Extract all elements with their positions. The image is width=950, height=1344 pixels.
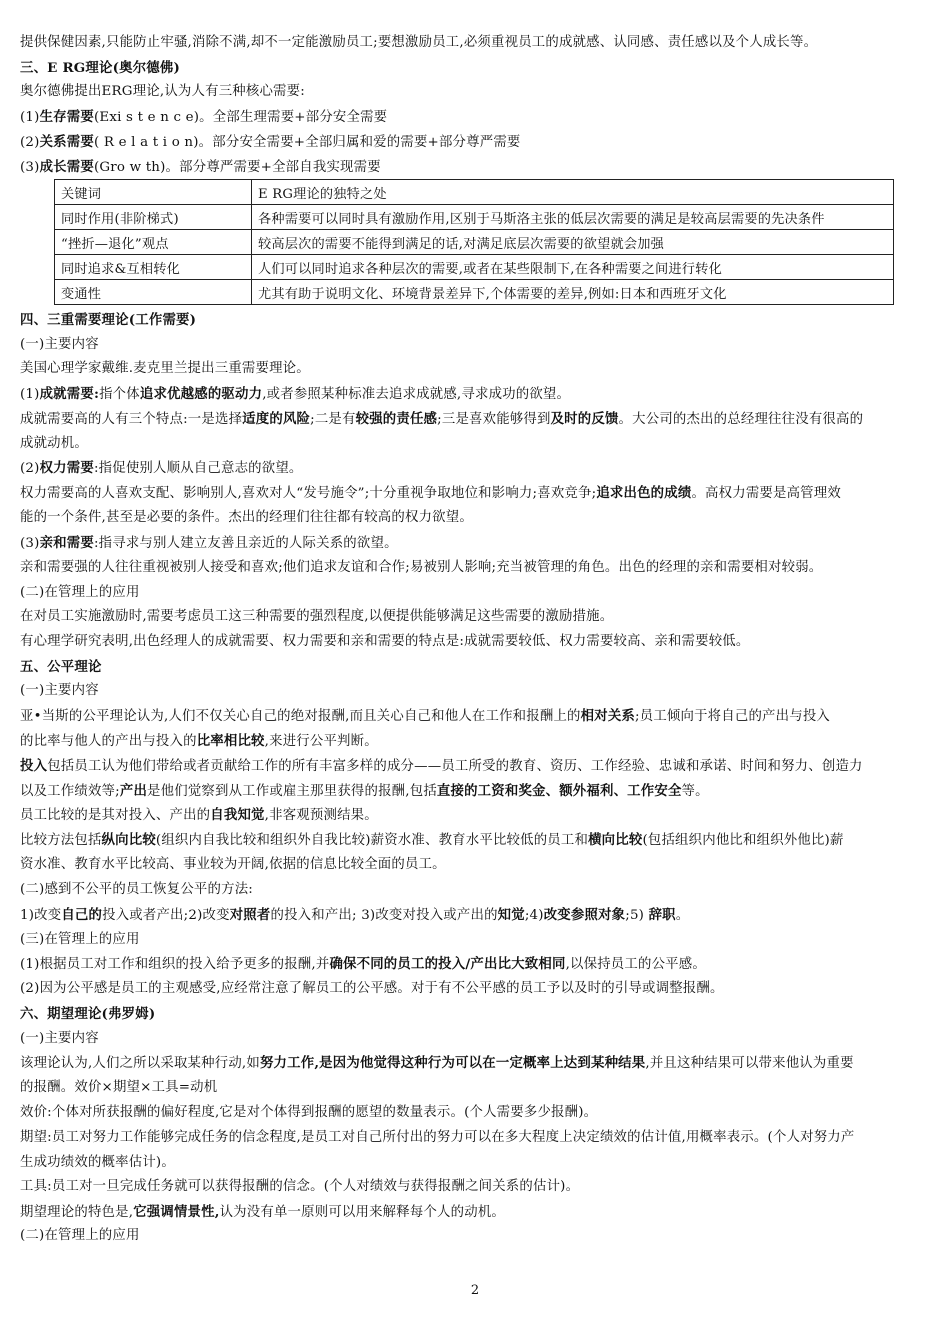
line-text: 期望理论的特色是, (20, 1205, 134, 1220)
text-line (20, 880, 932, 900)
emphasis-text: 关系需要 (39, 134, 94, 150)
line-text: :指寻求与别人建立友善且亲近的人际关系的欲望。 (93, 536, 398, 551)
text-line (20, 1226, 932, 1246)
line-text: 包括员工认为他们带给或者贡献给工作的所有丰富多样的成分——员工所受的教育、资历、工作经验、忠诚和承诺、时间和努力、创造力 (47, 759, 863, 774)
line-text: :指促使别人顺从自己意志的欲望。 (93, 461, 303, 476)
line-text: ( R e l a t i o n)。部分安全需要+全部归属和爱的需要+部分尊严需要 (93, 135, 521, 150)
line-text: 亲和需要强的人往往重视被别人接受和喜欢;他们追求友谊和合作;易被别人影响;充当被管理的角色。出色的经理的亲和需要相对较弱。 (20, 560, 823, 575)
line-text: 以及工作绩效等; (20, 784, 120, 799)
line-text: (2) (20, 135, 40, 150)
line-text: 权力需要高的人喜欢支配、影响别人,喜欢对人“发号施令”;十分重视争取地位和影响力;喜欢竞争; (20, 486, 597, 501)
description-cell (252, 255, 894, 280)
cell-text: 同时作用(非阶梯式) (61, 211, 179, 227)
line-text: (二)感到不公平的员工恢复公平的方法: (20, 882, 254, 897)
text-line (20, 508, 932, 528)
line-text: ,以保持员工的公平感。 (565, 957, 706, 972)
line-text: 。高权力需要是高管理效 (691, 486, 841, 501)
line-text: 提供保健因素,只能防止牢骚,消除不满,却不一定能激励员工;要想激励员工,必须重视员工的成就感、认同感、责任感以及个人成长等。 (20, 35, 818, 50)
line-text: (Gro w th)。部分尊严需要+全部自我实现需要 (93, 160, 381, 175)
text-line (20, 558, 932, 578)
line-text: 资水准、教育水平比较高、事业较为开阔,依据的信息比较全面的员工。 (20, 857, 446, 872)
emphasis-text: “挫折—退化” (61, 236, 142, 252)
section-heading (20, 58, 932, 79)
text-line (20, 107, 932, 128)
line-text: (2)因为公平感是员工的主观感受,应经常注意了解员工的公平感。对于有不公平感的员工予以及时的引导或调整报酬。 (20, 981, 724, 996)
line-text: 认为没有单一原则可以用来解释每个人的动机。 (219, 1205, 505, 1220)
line-text: (1)根据员工对工作和组织的投入给予更多的报酬,并 (20, 957, 330, 972)
emphasis-text: 投入 (20, 758, 48, 774)
line-text: (二)在管理上的应用 (20, 1228, 140, 1243)
text-line (20, 632, 932, 652)
emphasis-text: 比率相比较 (196, 733, 265, 749)
line-text: ;员工倾向于将自己的产出与投入 (635, 709, 830, 724)
emphasis-text: 横向比较 (588, 832, 643, 848)
text-line (20, 335, 932, 355)
text-line (20, 157, 932, 178)
emphasis-text: 六、期望理论(弗罗姆) (20, 1006, 156, 1022)
emphasis-text: 三、E RG理论(奥尔德佛) (20, 60, 181, 76)
cell-text: 人们可以同时追求各种层次的需要,或者在某些限制下,在各种需要之间进行转化 (258, 261, 722, 277)
emphasis-text: 权力需要 (39, 460, 94, 476)
line-text: 工具:员工对一旦完成任务就可以获得报酬的信念。(个人对绩效与获得报酬之间关系的估计)。 (20, 1179, 580, 1194)
emphasis-text: 改变参照对象 (543, 907, 626, 923)
cell-text: 较高层次的需要不能得到满足的话,对满足底层次需要的 (258, 236, 584, 252)
line-text: (1) (20, 387, 40, 402)
line-text: 员工比较的是其对投入、产出的 (20, 808, 211, 823)
emphasis-text: 成就需要: (39, 386, 100, 402)
text-line (20, 1202, 932, 1223)
text-line (20, 1103, 932, 1123)
emphasis-text: 辞职 (648, 907, 676, 923)
page-number: 2 (470, 1283, 480, 1298)
emphasis-text: 生存需要 (39, 109, 94, 125)
description-cell (252, 205, 894, 230)
line-text: ;5) (625, 908, 649, 923)
line-text: (三)在管理上的应用 (20, 932, 140, 947)
emphasis-text: 相对关系 (580, 708, 636, 724)
text-line (20, 979, 932, 999)
text-line (20, 1078, 932, 1098)
table-row (55, 230, 894, 255)
emphasis-text: 欲望就会加强 (583, 236, 665, 252)
keyword-cell (55, 205, 252, 230)
keyword-cell (55, 255, 252, 280)
line-text: 该理论认为,人们之所以采取某种行动,如 (20, 1056, 260, 1071)
line-text: 在对员工实施激励时,需要考虑员工这三种需要的强烈程度,以便提供能够满足这些需要的激励措施。 (20, 609, 614, 624)
line-text: 。大公司的杰出的总经理往往没有很高的 (618, 412, 864, 427)
emphasis-text: 自我知觉 (210, 807, 265, 823)
text-line (20, 756, 932, 777)
emphasis-text: 产出 (119, 783, 148, 799)
text-line (20, 132, 932, 153)
cell-text: 观点 (141, 236, 169, 252)
line-text: (包括组织内他比和组织外他比)薪 (642, 833, 844, 848)
emphasis-text: 四、三重需要理论(工作需要) (20, 312, 197, 328)
emphasis-text: 纵向比较 (101, 832, 156, 848)
line-text: ;4) (524, 908, 544, 923)
line-text: ,或者参照某种标准去追求成就感,寻求成功的欲望。 (262, 387, 571, 402)
emphasis-text: 追求出色的成绩 (596, 485, 692, 501)
keyword-cell (55, 280, 252, 305)
text-line (20, 681, 932, 701)
text-line (20, 1029, 932, 1049)
text-line (20, 607, 932, 627)
line-text: 。 (675, 908, 690, 923)
line-text: 投入或者产出;2)改变 (102, 908, 230, 923)
description-cell (252, 280, 894, 305)
line-text: 是他们觉察到从工作或雇主那里获得的报酬,包括 (147, 784, 437, 799)
emphasis-text: 及时的反馈 (550, 411, 619, 427)
emphasis-text: 较强的责任感 (355, 411, 438, 427)
erg-table (54, 179, 894, 305)
cell-text: 变通性 (61, 286, 102, 302)
text-line (20, 1177, 932, 1197)
line-text: (3) (20, 536, 40, 551)
table-header-cell: 关键词 (55, 180, 252, 205)
emphasis-text: 各种需要可以同时具有激励作用, (258, 211, 450, 227)
line-text: 成就动机。 (20, 436, 88, 451)
text-line (20, 583, 932, 603)
text-line (20, 781, 932, 802)
emphasis-text: 追求优越感的驱动力 (139, 386, 263, 402)
line-text: 美国心理学家戴维.麦克里兰提出三重需要理论。 (20, 361, 310, 376)
emphasis-text: 知觉 (497, 907, 525, 923)
line-text: 能的一个条件,甚至是必要的条件。杰出的经理们往往都有较高的权力欲望。 (20, 510, 473, 525)
line-text: (1) (20, 110, 40, 125)
emphasis-text: 确保不同的员工的投入/产出比大致相同 (329, 956, 566, 972)
line-text: ,来进行公平判断。 (264, 734, 378, 749)
table-row (55, 205, 894, 230)
line-text: 指个体 (99, 387, 140, 402)
text-line (20, 483, 932, 504)
line-text: ,非客观预测结果。 (264, 808, 378, 823)
line-text: ,并且这种结果可以带来他认为重要 (645, 1056, 854, 1071)
text-line (20, 954, 932, 975)
emphasis-text: 自己的 (61, 907, 103, 923)
emphasis-text: 亲和需要 (39, 535, 94, 551)
line-text: 成就需要高的人有三个特点:一是选择 (20, 412, 243, 427)
line-text: 效价:个体对所获报酬的偏好程度,它是对个体得到报酬的愿望的数量表示。(个人需要多少报酬)。 (20, 1105, 598, 1120)
line-text: (Exi s t e n c e)。全部生理需要+部分安全需要 (93, 110, 388, 125)
text-line (20, 458, 932, 479)
line-text: 期望:员工对努力工作能够完成任务的信念程度,是员工对自己所付出的努力可以在多大程度上决定绩效的估计值,用概率表示。(个人对努力产 (20, 1130, 855, 1145)
table-header-cell: E RG理论的独特之处 (252, 180, 894, 205)
cell-text: 尤其有助于说明文化、环境背景差异下,个体需要的差异,例如:日本和西班牙文化 (258, 286, 727, 302)
line-text: (二)在管理上的应用 (20, 585, 140, 600)
table-row (55, 255, 894, 280)
text-line (20, 82, 932, 102)
line-text: (一)主要内容 (20, 337, 99, 352)
line-text: (3) (20, 160, 40, 175)
section-heading (20, 1004, 932, 1025)
text-line (20, 33, 932, 53)
line-text: 亚•当斯的公平理论认为,人们不仅关心自己的绝对报酬,而且关心自己和他人在工作和报酬上的 (20, 709, 581, 724)
line-text: 生成功绩效的概率估计)。 (20, 1155, 175, 1170)
table-header-row (55, 180, 894, 205)
text-line (20, 359, 932, 379)
description-cell (252, 230, 894, 255)
line-text: 的报酬。效价×期望×工具=动机 (20, 1080, 218, 1095)
line-text: 奥尔德佛提出ERG理论,认为人有三种核心需要: (20, 84, 305, 99)
text-line (20, 1053, 932, 1074)
text-line (20, 731, 932, 752)
text-line (20, 1128, 932, 1148)
line-text: ;三是喜欢能够得到 (437, 412, 551, 427)
section-heading (20, 310, 932, 331)
text-line (20, 905, 932, 926)
line-text: 有心理学研究表明,出色经理人的成就需要、权力需要和亲和需要的特点是:成就需要较低、权力需要较高、亲和需要较低。 (20, 634, 750, 649)
text-line (20, 1153, 932, 1173)
line-text: 的比率与他人的产出与投入的 (20, 734, 197, 749)
emphasis-text: 五、公平理论 (20, 659, 102, 675)
text-line (20, 805, 932, 826)
text-line (20, 434, 932, 454)
line-text: 的投入和产出; 3)改变对投入或产出的 (270, 908, 498, 923)
text-line (20, 409, 932, 430)
cell-text: 区别于马斯洛主张的低层次需要的满足是较高层需要的先决条件 (449, 211, 825, 227)
line-text: 等。 (681, 784, 709, 799)
emphasis-text: 直接的工资和奖金、额外福利、工作安全 (436, 783, 682, 799)
text-line (20, 930, 932, 950)
text-line (20, 533, 932, 554)
cell-text: 同时追求&互相转化 (61, 261, 181, 277)
emphasis-text: 成长需要 (39, 159, 94, 175)
line-text: 比较方法包括 (20, 833, 102, 848)
text-line (20, 384, 932, 405)
line-text: (2) (20, 461, 40, 476)
line-text: 1)改变 (20, 908, 62, 923)
line-text: (组织内自我比较和组织外自我比较)薪资水准、教育水平比较低的员工和 (155, 833, 589, 848)
text-line (20, 706, 932, 727)
text-line (20, 830, 932, 851)
text-line (20, 855, 932, 875)
line-text: (一)主要内容 (20, 1031, 99, 1046)
table-row (55, 280, 894, 305)
section-heading (20, 657, 932, 678)
line-text: ;二是有 (310, 412, 356, 427)
line-text: (一)主要内容 (20, 683, 99, 698)
emphasis-text: 努力工作,是因为他觉得这种行为可以在一定概率上达到某种结果 (259, 1055, 646, 1071)
emphasis-text: 它强调情景性, (133, 1204, 220, 1220)
emphasis-text: 对照者 (229, 907, 271, 923)
keyword-cell (55, 230, 252, 255)
emphasis-text: 适度的风险 (242, 411, 311, 427)
